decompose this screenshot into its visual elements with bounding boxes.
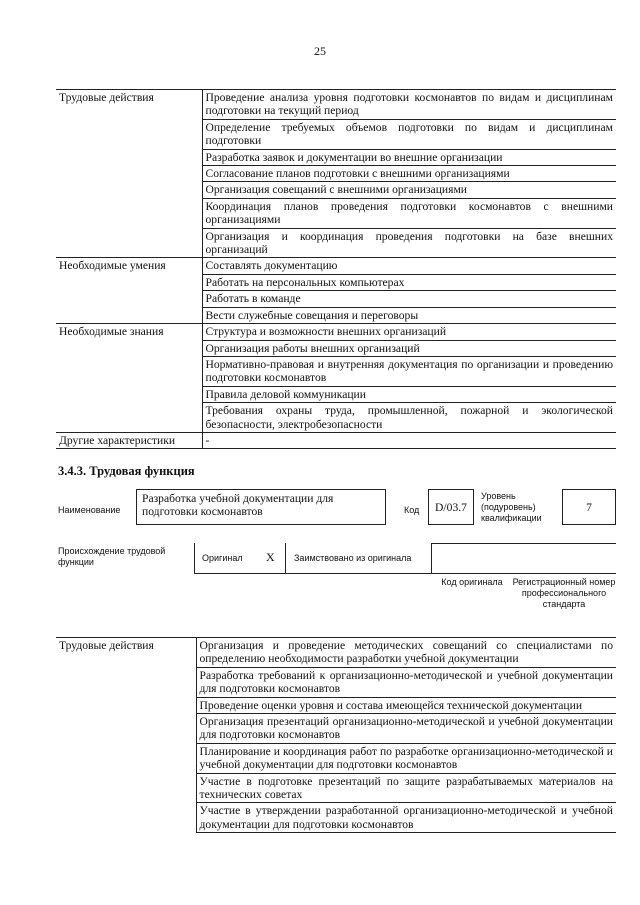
original-label: Оригинал [202, 553, 243, 563]
row-value: Требования охраны труда, промышленной, пожарной и экологической безопасности, электробезопасности [202, 403, 616, 433]
code-original-label: Код оригинала [441, 577, 503, 587]
row-value: Организация и проведение методических совещаний со специалистами по определению необходимости разработки учебной документации [196, 638, 616, 668]
skills-table [56, 89, 616, 449]
origin-divider-1 [194, 543, 195, 573]
row-value: Определение требуемых объемов подготовки по видам и дисциплинам подготовки [202, 119, 616, 149]
function-name-value: Разработка учебной документации для подготовки космонавтов [142, 492, 334, 519]
origin-divider-3 [431, 543, 432, 573]
row-value: Организация презентаций организационно-методической и учебной документации для подготовки космонавтов [196, 714, 616, 744]
origin-label: Происхождение трудовой функции [58, 546, 166, 567]
function-name-box [136, 489, 386, 525]
origin-top-line [431, 543, 616, 544]
origin-bottom-line [194, 573, 616, 574]
row-label: Трудовые действия [56, 638, 196, 833]
row-value: Организация и координация проведения подготовки на базе внешних организаций [202, 228, 616, 258]
row-value: Организация работы внешних организаций [202, 340, 616, 356]
row-value: Участие в утверждении разработанной организационно-методической и учебной документации для подготовки космонавтов [196, 803, 616, 833]
row-value: Разработка заявок и документации во внешние организации [202, 149, 616, 165]
row-value: Участие в подготовке презентаций по защите разрабатываемых материалов на технических советах [196, 773, 616, 803]
row-label: Необходимые умения [56, 258, 202, 324]
original-mark: X [266, 550, 275, 564]
row-value: Координация планов проведения подготовки космонавтов с внешними организациями [202, 198, 616, 228]
row-value: Структура и возможности внешних организаций [202, 324, 616, 340]
row-value: Проведение оценки уровня и состава имеющейся технической документации [196, 697, 616, 713]
code-box [428, 489, 474, 525]
row-value: Организация совещаний с внешними организациями [202, 182, 616, 198]
row-label: Необходимые знания [56, 324, 202, 433]
actions-table [56, 637, 616, 833]
level-label: Уровень (подуровень) квалификации [481, 491, 542, 523]
row-value: Разработка требований к организационно-методической и учебной документации для подготовки космонавтов [196, 667, 616, 697]
function-heading: 3.4.3. Трудовая функция [58, 464, 195, 478]
row-value: Работать на персональных компьютерах [202, 274, 616, 290]
row-value: Нормативно-правовая и внутренняя документация по организации и проведению подготовки космонавтов [202, 356, 616, 386]
row-value: Составлять документацию [202, 258, 616, 274]
origin-divider-2 [285, 543, 286, 573]
code-label: Код [404, 505, 420, 515]
level-box [562, 489, 616, 525]
page-number: 25 [314, 44, 326, 58]
borrowed-label: Заимствовано из оригинала [294, 553, 412, 563]
row-value: Правила деловой коммуникации [202, 386, 616, 402]
row-label: Другие характеристики [56, 432, 202, 448]
row-value: Вести служебные совещания и переговоры [202, 307, 616, 323]
row-value: Согласование планов подготовки с внешними организациями [202, 166, 616, 182]
row-label: Трудовые действия [56, 90, 202, 258]
row-value: - [202, 432, 616, 448]
row-value: Планирование и координация работ по разработке организационно-методической и учебной документации для подготовки космонавтов [196, 743, 616, 773]
level-value: 7 [586, 501, 592, 514]
row-value: Работать в команде [202, 291, 616, 307]
code-value: D/03.7 [435, 501, 467, 514]
reg-number-label: Регистрационный номер профессионального стандарта [512, 577, 616, 609]
row-value: Проведение анализа уровня подготовки космонавтов по видам и дисциплинам подготовки на текущий период [202, 90, 616, 120]
name-label: Наименование [58, 505, 121, 515]
